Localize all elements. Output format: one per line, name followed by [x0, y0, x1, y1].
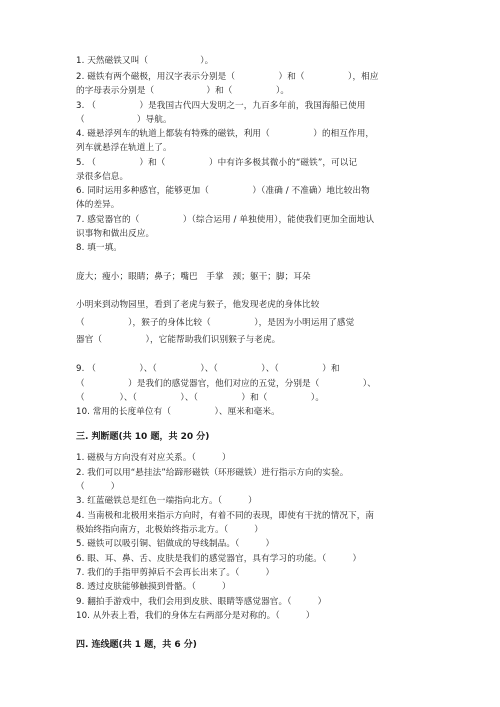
question-1: 1. 天然磁铁又叫（ ）。	[76, 56, 214, 66]
question-8-paragraph-line-2: （ ），猴子的身体比较（ ），是因为小明运用了感觉	[76, 318, 355, 328]
question-4-line-2: 列车就悬浮在轨道上了。	[76, 143, 172, 153]
question-6-line-2: 体的差异。	[76, 200, 120, 210]
judge-3: 3. 红蓝磁铁总是红色一端指向北方。（ ）	[76, 496, 257, 506]
question-3-line-1: 3. （ ）是我国古代四大发明之一，九百多年前，我国海船已使用	[76, 101, 366, 111]
judge-7: 7. 我们的手指甲剪掉后不会再长出来了。（ ）	[76, 568, 275, 578]
judge-6: 6. 眼、耳、鼻、舌、皮肤是我们的感觉器官，具有学习的功能。（ ）	[76, 554, 362, 564]
judge-5: 5. 磁铁可以吸引铜、铝做成的导线制品。（ ）	[76, 539, 275, 549]
question-6-line-1: 6. 同时运用多种感官，能够更加（ ）（准确 / 不准确）地比较出物	[76, 186, 370, 196]
judge-4-line-1: 4. 当南极和北极用来指示方向时，有着不同的表现，即使有干扰的情况下，南	[76, 511, 375, 521]
judge-2-line-1: 2. 我们可以用“悬挂法”给蹄形磁铁（环形磁铁）进行指示方向的实验。	[76, 468, 349, 478]
question-7-line-2: 识事物和做出反应。	[76, 229, 155, 239]
question-8-paragraph-line-1: 小明来到动物园里，看到了老虎与猴子，他发现老虎的身体比较	[76, 300, 320, 310]
judge-9: 9. 翻拍手游戏中，我们会用到皮肤、眼睛等感觉器官。（ ）	[76, 597, 327, 607]
question-5-line-2: 录很多信息。	[76, 172, 129, 182]
question-5-line-1: 5. （ ）和（ ）中有许多极其微小的“磁铁”，可以记	[76, 158, 358, 168]
question-2-line-1: 2. 磁铁有两个磁极，用汉字表示分别是（ ）和（ ），相应	[76, 72, 379, 82]
judge-4-line-2: 极始终指向南方，北极始终指示北方。（ ）	[76, 525, 263, 535]
question-9-line-1: 9. （ ）、（ ）、（ ）、（ ）和	[76, 364, 340, 374]
judge-8: 8. 透过皮肤能够触摸到骨骼。（ ）	[76, 582, 231, 592]
section-4-heading: 四. 连线题(共 1 题，共 6 分)	[76, 640, 197, 650]
question-9-line-3: （ ）、（ ）、（ ）和（ ）。	[76, 393, 325, 403]
judge-1: 1. 磁极与方向没有对应关系。（ ）	[76, 453, 231, 463]
question-8-paragraph-line-3: 器官（ ），它能帮助我们识别猴子与老虎。	[76, 335, 281, 345]
question-4-line-1: 4. 磁悬浮列车的轨道上都装有特殊的磁铁，利用（ ）的相互作用，	[76, 129, 375, 139]
question-10: 10. 常用的长度单位有（ ）、厘米和毫米。	[76, 407, 280, 417]
question-3-line-2: （ ）导航。	[76, 115, 172, 125]
section-3-heading: 三. 判断题(共 10 题，共 20 分)	[76, 432, 210, 442]
question-8-word-bank: 庞大；瘦小；眼睛；鼻子；嘴巴 手掌 颈；躯干；脚；耳朵	[76, 272, 311, 282]
question-9-line-2: （ ）是我们的感觉器官，他们对应的五觉，分别是（ ）、	[76, 379, 376, 389]
question-8: 8. 填一填。	[76, 243, 123, 253]
question-2-line-2: 的字母表示分别是（ ）和（ ）。	[76, 86, 290, 96]
question-7-line-1: 7. 感觉器官的（ ）（综合运用 / 单独使用），能使我们更加全面地认	[76, 215, 375, 225]
judge-2-line-2: （ ）	[76, 482, 120, 492]
judge-10: 10. 从外表上看，我们的身体左右两部分是对称的。（ ）	[76, 611, 315, 621]
